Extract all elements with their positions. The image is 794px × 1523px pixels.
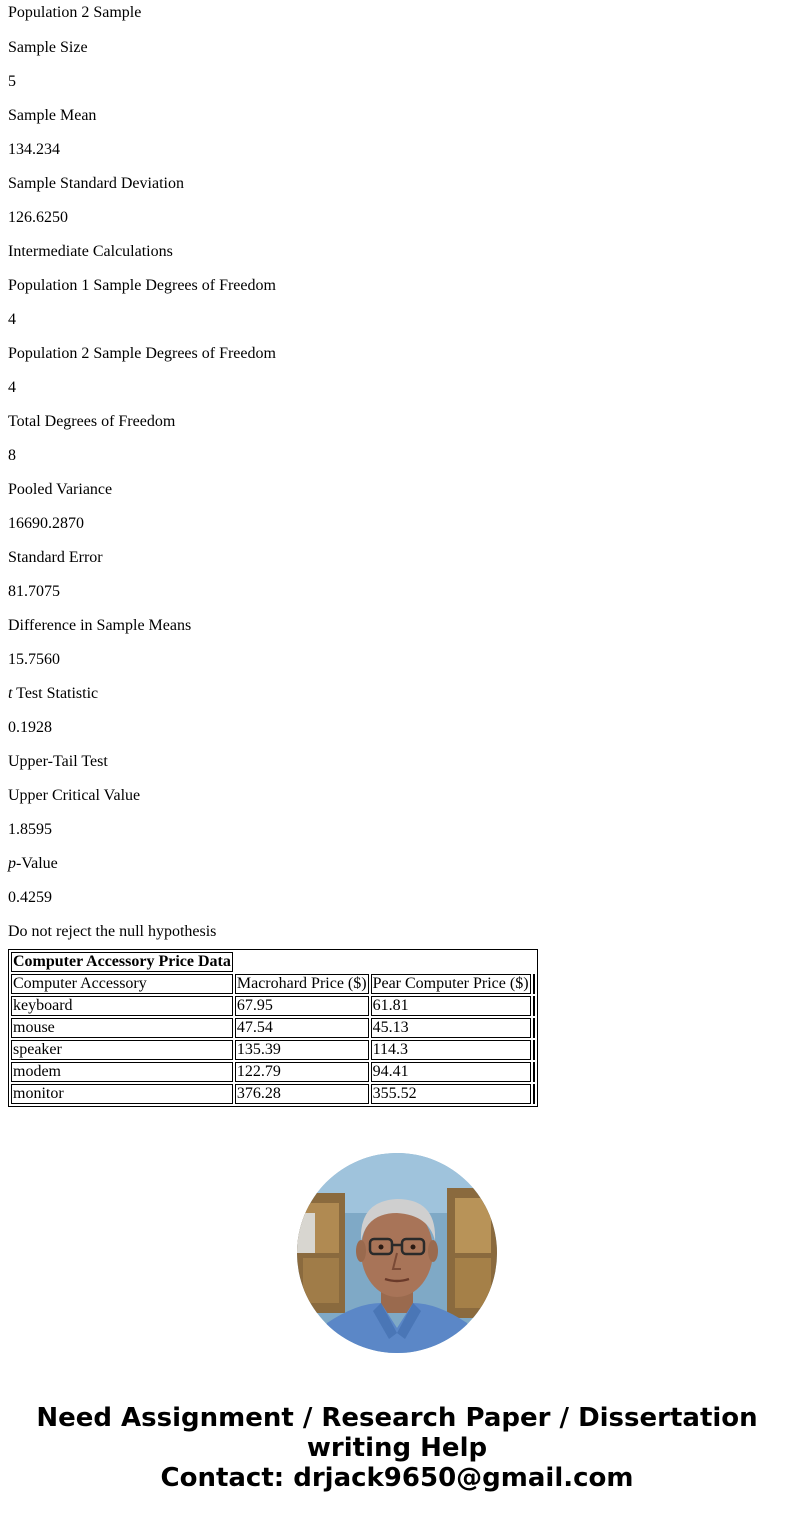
avatar-portrait [297, 1153, 497, 1353]
text-line: Population 1 Sample Degrees of Freedom [8, 277, 276, 294]
table-cell: 45.13 [371, 1018, 531, 1038]
text-line: Pooled Variance [8, 481, 113, 498]
promo-line: writing Help [306, 1433, 488, 1463]
table-row [11, 1062, 535, 1082]
text-line: Upper Critical Value [8, 787, 141, 804]
table-title-row [11, 952, 535, 972]
text-line: Population 2 Sample [8, 4, 142, 21]
text-line: 0.4259 [8, 889, 52, 906]
empty-cell [533, 1040, 535, 1060]
empty-cell [533, 1062, 535, 1082]
table-cell: 355.52 [371, 1084, 531, 1104]
table-cell: 61.81 [371, 996, 531, 1016]
text-line: Sample Mean [8, 107, 97, 124]
p-label-text: -Value [16, 855, 58, 872]
t-test-statistic-label [8, 680, 786, 714]
conclusion-text: Do not reject the null hypothesis [8, 923, 217, 940]
text-line: Intermediate Calculations [8, 243, 173, 260]
promo-line: Need Assignment / Research Paper / Dissertation [36, 1403, 758, 1433]
text-line: Total Degrees of Freedom [8, 413, 176, 430]
avatar [297, 1153, 497, 1353]
text-line: Standard Error [8, 549, 103, 566]
text-line: Difference in Sample Means [8, 617, 192, 634]
p-symbol: p [8, 855, 16, 872]
text-line: 81.7075 [8, 583, 60, 600]
table-header-row [11, 974, 535, 994]
promo-contact: Contact: drjack9650@gmail.com [160, 1463, 634, 1493]
table-row [11, 1040, 535, 1060]
table-cell: 94.41 [371, 1062, 531, 1082]
t-symbol: t [8, 685, 13, 702]
table-cell: mouse [11, 1018, 233, 1038]
p-value-label [8, 850, 786, 884]
text-line: 0.1928 [8, 719, 52, 736]
table-row [11, 996, 535, 1016]
empty-cell [533, 1084, 535, 1104]
table-cell: 47.54 [235, 1018, 369, 1038]
text-line: 4 [8, 379, 16, 396]
text-line: 126.6250 [8, 209, 68, 226]
price-data-table [8, 949, 538, 1107]
text-line: Sample Standard Deviation [8, 175, 184, 192]
table-cell: 114.3 [371, 1040, 531, 1060]
text-line: Sample Size [8, 39, 88, 56]
table-cell: 135.39 [235, 1040, 369, 1060]
text-line: 8 [8, 447, 16, 464]
empty-cell [533, 996, 535, 1016]
table-cell: keyboard [11, 996, 233, 1016]
table-cell: monitor [11, 1084, 233, 1104]
table-cell: 122.79 [235, 1062, 369, 1082]
t-label-text: Test Statistic [12, 685, 99, 702]
text-line: 5 [8, 73, 16, 90]
text-line: 4 [8, 311, 16, 328]
text-line: 1.8595 [8, 821, 52, 838]
table-cell: modem [11, 1062, 233, 1082]
empty-cell [533, 1018, 535, 1038]
column-header: Macrohard Price ($) [236, 975, 367, 992]
empty-cell [533, 974, 535, 994]
table-row [11, 1084, 535, 1104]
table-cell: 67.95 [235, 996, 369, 1016]
text-line: 15.7560 [8, 651, 60, 668]
table-title: Computer Accessory Price Data [13, 953, 231, 970]
table-cell: 376.28 [235, 1084, 369, 1104]
text-line: Population 2 Sample Degrees of Freedom [8, 345, 276, 362]
text-line: 16690.2870 [8, 515, 84, 532]
table-cell: speaker [11, 1040, 233, 1060]
text-line: Upper-Tail Test [8, 753, 108, 770]
promo-banner [0, 1403, 794, 1493]
table-row [11, 1018, 535, 1038]
column-header: Pear Computer Price ($) [372, 975, 529, 992]
text-line: 134.234 [8, 141, 60, 158]
column-header: Computer Accessory [11, 974, 233, 994]
